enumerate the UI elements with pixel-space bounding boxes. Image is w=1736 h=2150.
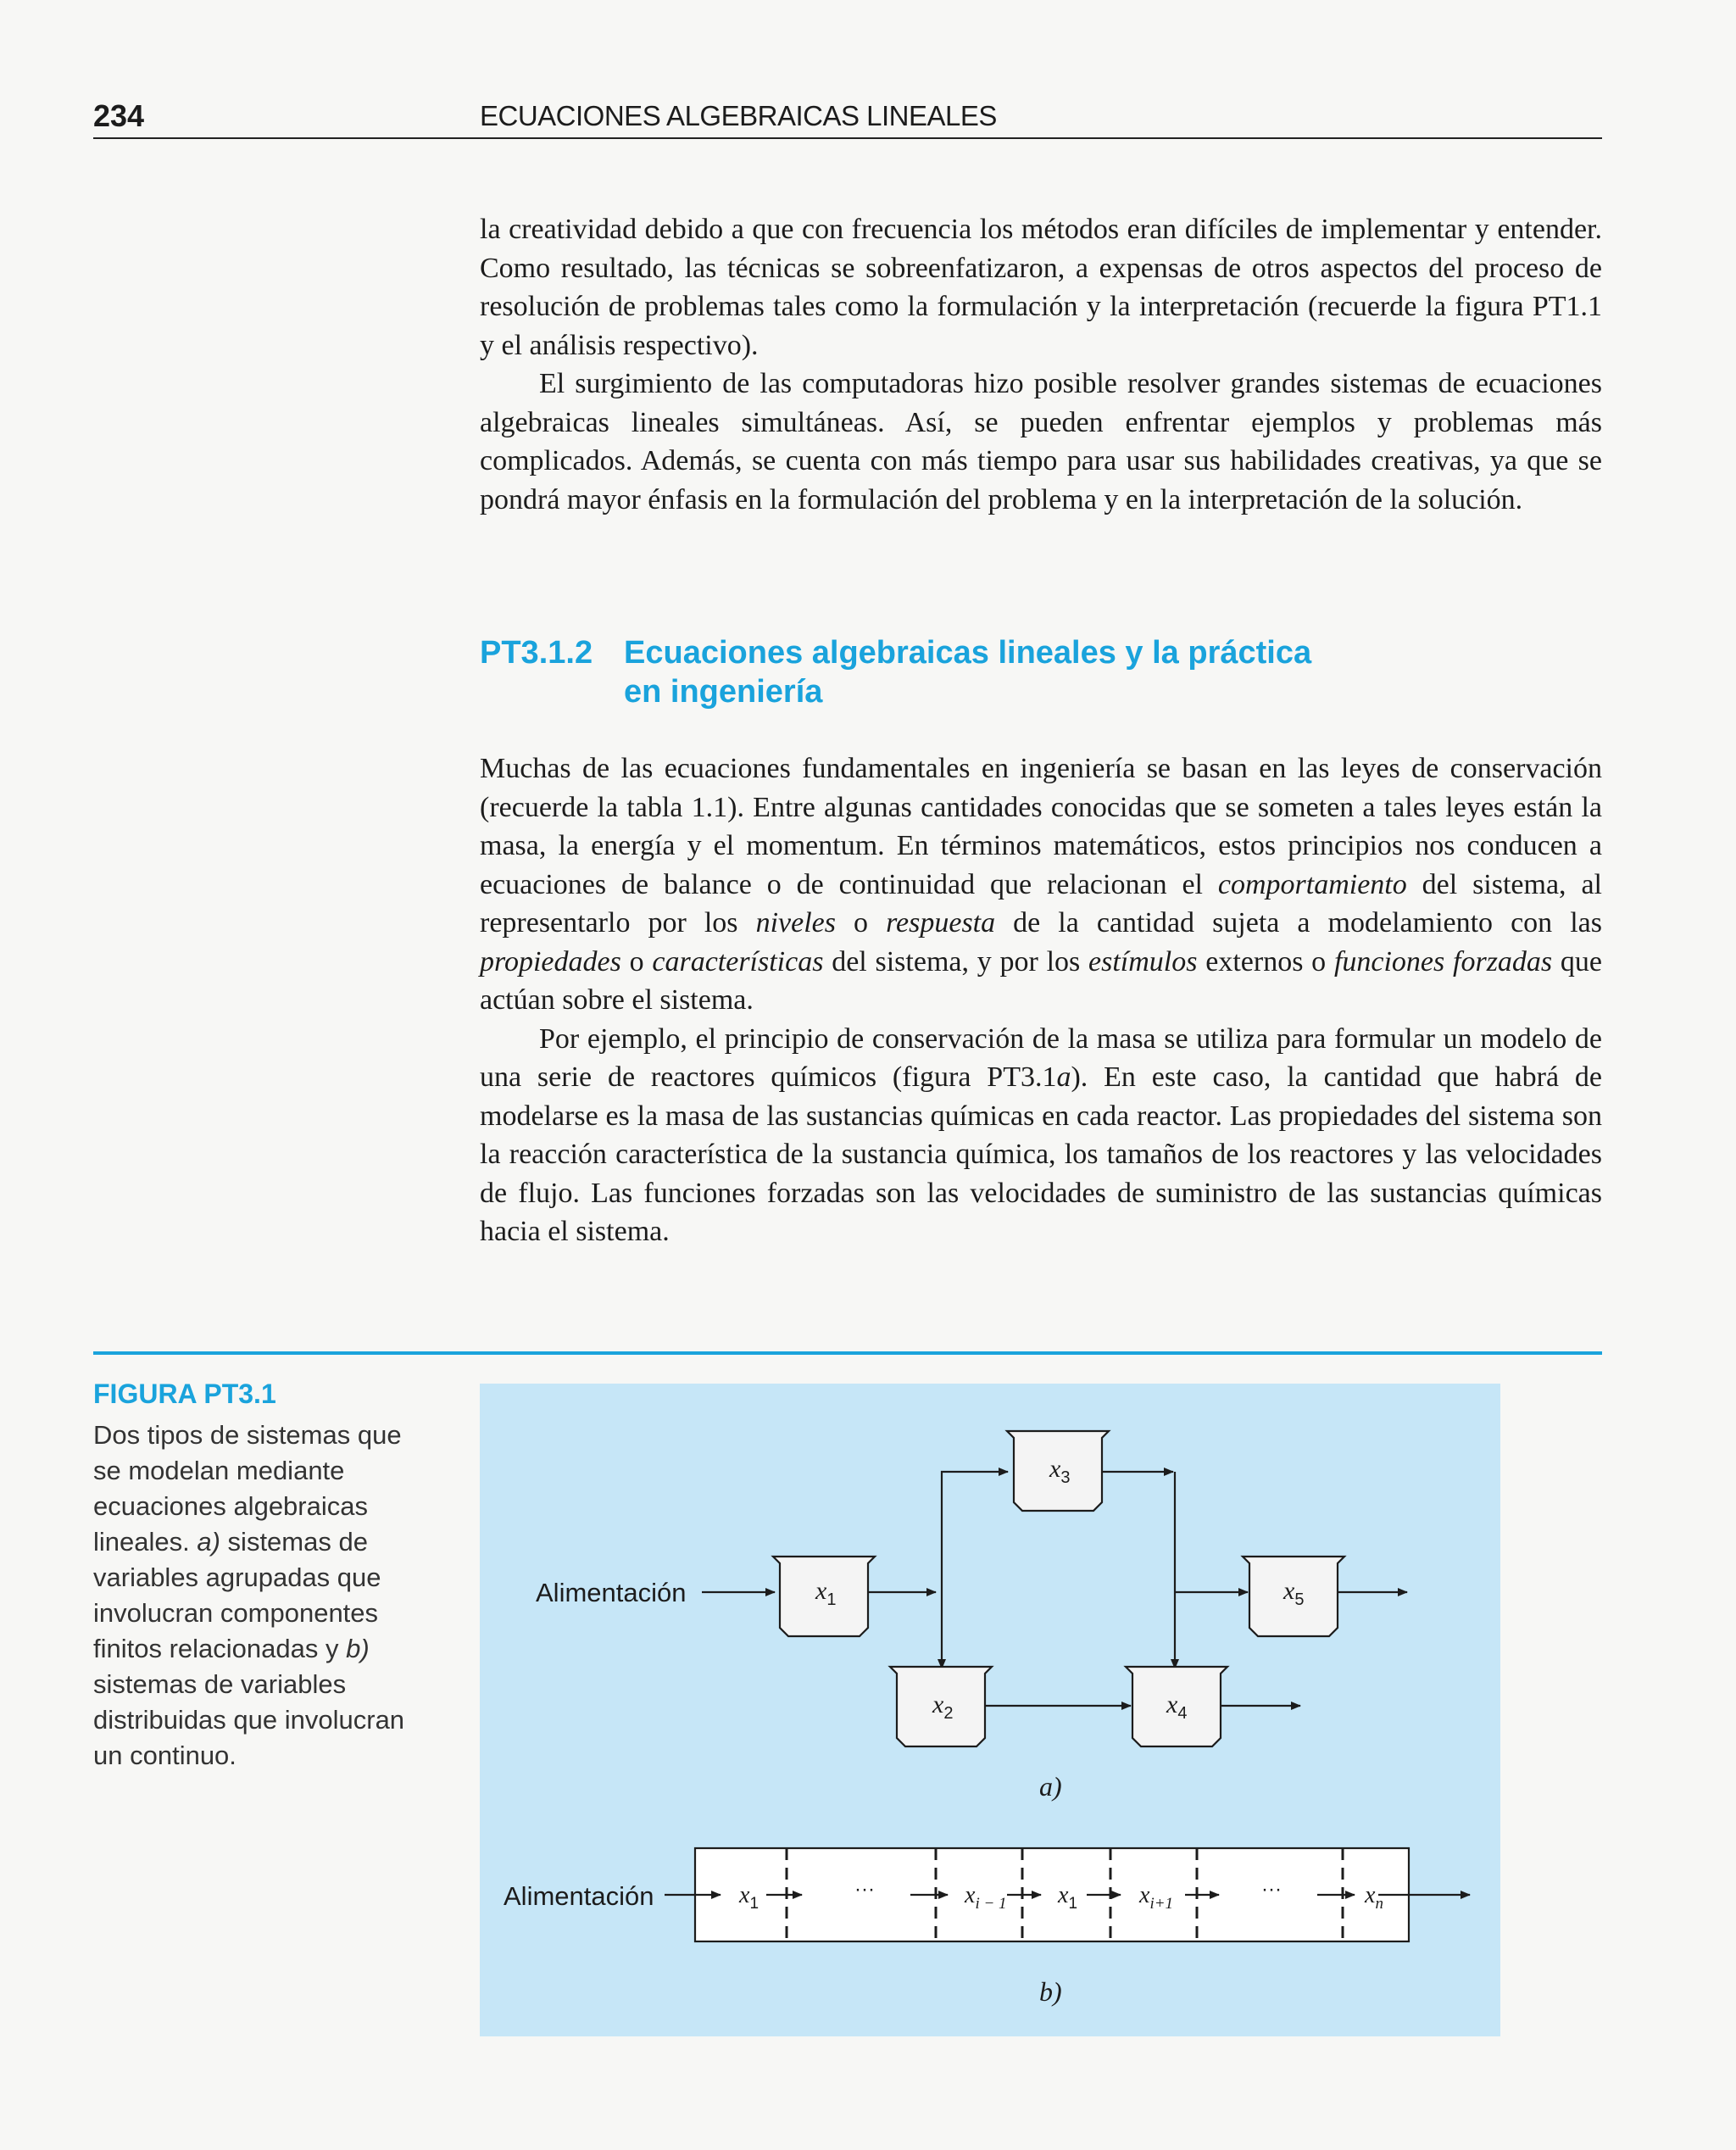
body-block-2	[480, 749, 1602, 1251]
page-number: 234	[93, 98, 145, 133]
section-title-line-2: en ingeniería	[624, 674, 823, 710]
reactor-label-x1: $x_1$	[815, 1577, 837, 1609]
figure-panel	[480, 1384, 1500, 2036]
cell-label-xi-plus-1: $x_{i+1}$	[1139, 1882, 1174, 1913]
feed-label-a: Alimentación	[536, 1578, 687, 1607]
flow-to-x3	[942, 1472, 1008, 1592]
figure-label: FIGURA PT3.1	[93, 1379, 276, 1409]
section-heading	[480, 633, 1311, 711]
section-title-line-1: Ecuaciones algebraicas lineales y la práctica	[624, 635, 1312, 671]
figure-caption: Dos tipos de sistemas que se modelan mediante ecuaciones algebraicas lineales. a) sistemas de variables agrupadas que involucran componentes finitos relacionadas y b) sistemas de variables distribuidas que involucran un continuo.	[93, 1420, 405, 1770]
cell-label-ellipsis-2: ···	[1261, 1878, 1282, 1901]
reactor-label-x4: $x_4$	[1166, 1690, 1188, 1723]
panel-label-a: a)	[1039, 1771, 1062, 1802]
cell-label-ellipsis-1: ···	[854, 1878, 875, 1901]
paragraph-3: Muchas de las ecuaciones fundamentales en ingeniería se basan en las leyes de conservación (recuerde la tabla 1.1). Entre algunas cantidades conocidas que se someten a tales leyes están la masa, la energía y el momentum. En términos matemáticos, estos principios nos conducen a ecuaciones de balance o de continuidad que relacionan el comportamiento del sistema, al representarlo por los niveles o respuesta de la cantidad sujeta a modelamiento con las propiedades o características del sistema, y por los estímulos externos o funciones forzadas que actúan sobre el sistema.	[480, 753, 1603, 1016]
paragraph-2: El surgimiento de las computadoras hizo posible resolver grandes sistemas de ecuaciones algebraicas lineales simultáneas. Así, se pueden enfrentar ejemplos y problemas más complicados. Además, se cuenta con más tiempo para usar sus habilidades creativas, ya que se pondrá mayor énfasis en la formulación del problema y en la interpretación de la solución.	[480, 368, 1602, 515]
cell-label-x-center: $x_1$	[1058, 1882, 1078, 1913]
feed-label-b: Alimentación	[504, 1881, 654, 1911]
paragraph-4: Por ejemplo, el principio de conservación de la masa se utiliza para formular un modelo de una serie de reactores químicos (figura PT3.1a). En este caso, la cantidad que habrá de modelarse es la masa de las sustancias químicas en cada reactor. Las propiedades del sistema son la reacción característica de la sustancia química, los tamaños de los reactores y las velocidades de flujo. Las funciones forzadas son las velocidades de suministro de las sustancias químicas hacia el sistema.	[480, 1022, 1602, 1247]
reactor-label-x5: $x_5$	[1283, 1577, 1305, 1609]
paragraph-1: la creatividad debido a que con frecuencia los métodos eran difíciles de implementar y entender. Como resultado, las técnicas se sobreenfatizaron, a expensas de otros aspectos del proceso de resolución de problemas tales como la formulación y la interpretación (recuerde la figura PT1.1 y el análisis respectivo).	[480, 214, 1602, 361]
running-title: ECUACIONES ALGEBRAICAS LINEALES	[480, 100, 997, 131]
page-header	[93, 95, 1602, 139]
body-block-1	[480, 210, 1602, 519]
cell-label-xi-minus-1: $x_{i - 1}$	[965, 1882, 1007, 1913]
panel-label-b: b)	[1039, 1976, 1062, 2007]
figure-rule	[93, 1351, 1602, 1355]
continuum-tube	[695, 1848, 1409, 1941]
figure-diagram	[480, 1384, 1500, 2036]
section-number: PT3.1.2	[480, 635, 593, 671]
cell-label-x1: $x_1$	[739, 1882, 760, 1913]
reactor-label-x2: $x_2$	[932, 1690, 954, 1723]
reactor-label-x3: $x_3$	[1049, 1455, 1071, 1487]
cell-label-xn: $x_n$	[1365, 1882, 1383, 1913]
